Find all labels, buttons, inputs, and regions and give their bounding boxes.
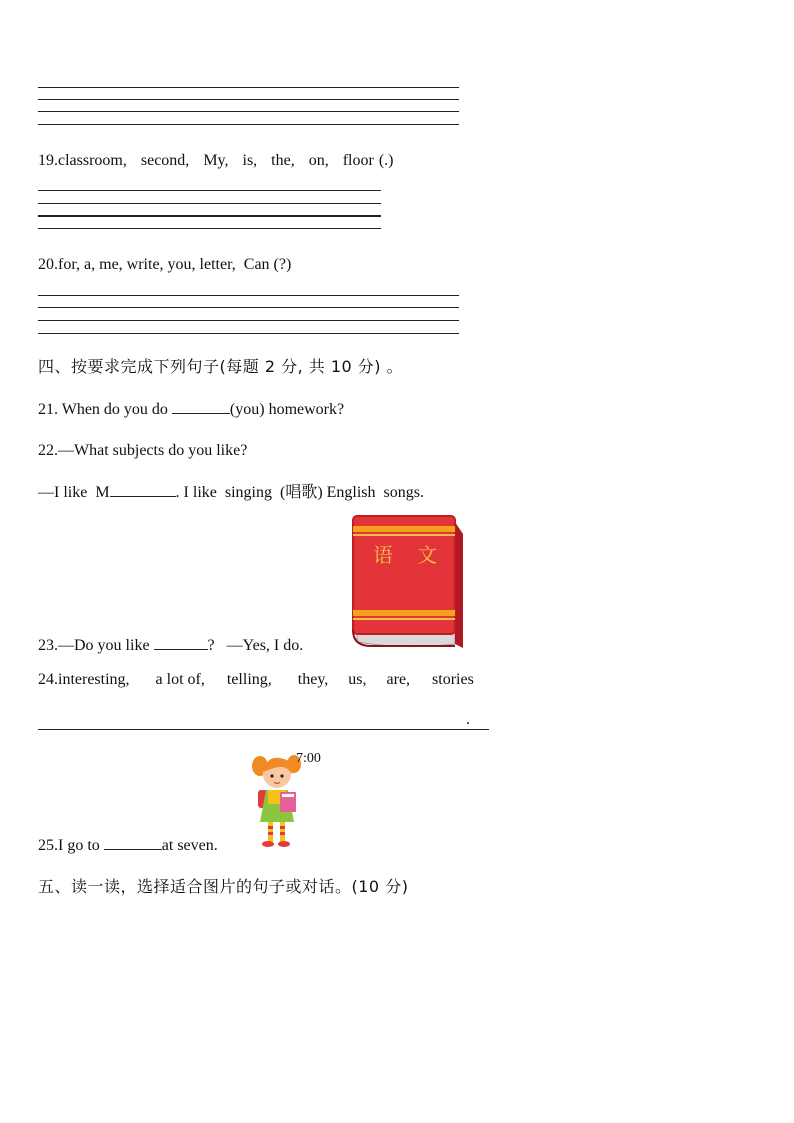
sentence-end-period: . bbox=[466, 711, 470, 728]
question-text: at seven. bbox=[161, 837, 218, 854]
word: My, bbox=[203, 152, 229, 169]
word: are, bbox=[386, 671, 411, 688]
answer-line[interactable] bbox=[38, 333, 459, 334]
question-number: 19. bbox=[38, 152, 58, 169]
answer-line[interactable] bbox=[38, 203, 381, 204]
word: second, bbox=[140, 152, 190, 169]
answer-line[interactable] bbox=[38, 729, 489, 730]
question-text: 21. When do you do bbox=[38, 401, 168, 418]
question-number: 20. bbox=[38, 256, 58, 273]
answer-line[interactable] bbox=[38, 320, 459, 321]
answer-line[interactable] bbox=[38, 307, 459, 308]
question-22-line-1: 22.—What subjects do you like? bbox=[38, 442, 248, 459]
answer-blank[interactable] bbox=[110, 482, 176, 497]
word: us, bbox=[348, 671, 367, 688]
word: the, bbox=[271, 152, 295, 169]
question-25 bbox=[38, 835, 218, 856]
section-5-title: 五、读一读，选择适合图片的句子或对话。(10 分) bbox=[38, 877, 409, 896]
answer-line[interactable] bbox=[38, 190, 381, 191]
question-19 bbox=[38, 151, 393, 171]
word: classroom, bbox=[58, 152, 127, 169]
word: a lot of, bbox=[155, 671, 205, 688]
section-4-title: 四、按要求完成下列句子(每题 2 分, 共 10 分) 。 bbox=[38, 357, 404, 376]
question-21 bbox=[38, 399, 344, 420]
answer-line[interactable] bbox=[38, 215, 381, 217]
answer-line[interactable] bbox=[38, 295, 459, 296]
question-number: 24. bbox=[38, 671, 58, 688]
answer-line[interactable] bbox=[38, 228, 381, 229]
word: stories bbox=[432, 671, 474, 688]
word: on, bbox=[308, 152, 329, 169]
book-title-char-1: 语 bbox=[373, 543, 393, 567]
answer-line bbox=[38, 87, 459, 88]
question-22-line-2 bbox=[38, 482, 424, 503]
question-text: (you) homework? bbox=[229, 401, 345, 418]
word: is, bbox=[242, 152, 258, 169]
word: floor bbox=[342, 152, 374, 169]
chinese-book-image bbox=[351, 514, 467, 652]
answer-line bbox=[38, 111, 459, 112]
question-20 bbox=[38, 255, 291, 275]
answer-line bbox=[38, 99, 459, 100]
answer-blank[interactable] bbox=[154, 635, 208, 650]
answer-blank[interactable] bbox=[172, 399, 230, 414]
word: telling, bbox=[226, 671, 272, 688]
word: they, bbox=[297, 671, 329, 688]
question-24 bbox=[38, 670, 474, 690]
question-text: —I like M bbox=[38, 484, 110, 501]
question-text: ? —Yes, I do. bbox=[207, 637, 304, 654]
question-text: . I like singing (唱歌) English songs. bbox=[175, 484, 424, 501]
question-text: 23.—Do you like bbox=[38, 637, 150, 654]
question-23 bbox=[38, 635, 303, 656]
time-label: 7:00 bbox=[296, 751, 321, 766]
answer-blank[interactable] bbox=[104, 835, 162, 850]
question-text: for, a, me, write, you, letter, Can (?) bbox=[58, 256, 292, 273]
word: interesting, bbox=[58, 671, 130, 688]
answer-line bbox=[38, 124, 459, 125]
punctuation-hint: (.) bbox=[378, 152, 394, 169]
book-title-char-2: 文 bbox=[417, 543, 437, 567]
question-text: 25.I go to bbox=[38, 837, 100, 854]
